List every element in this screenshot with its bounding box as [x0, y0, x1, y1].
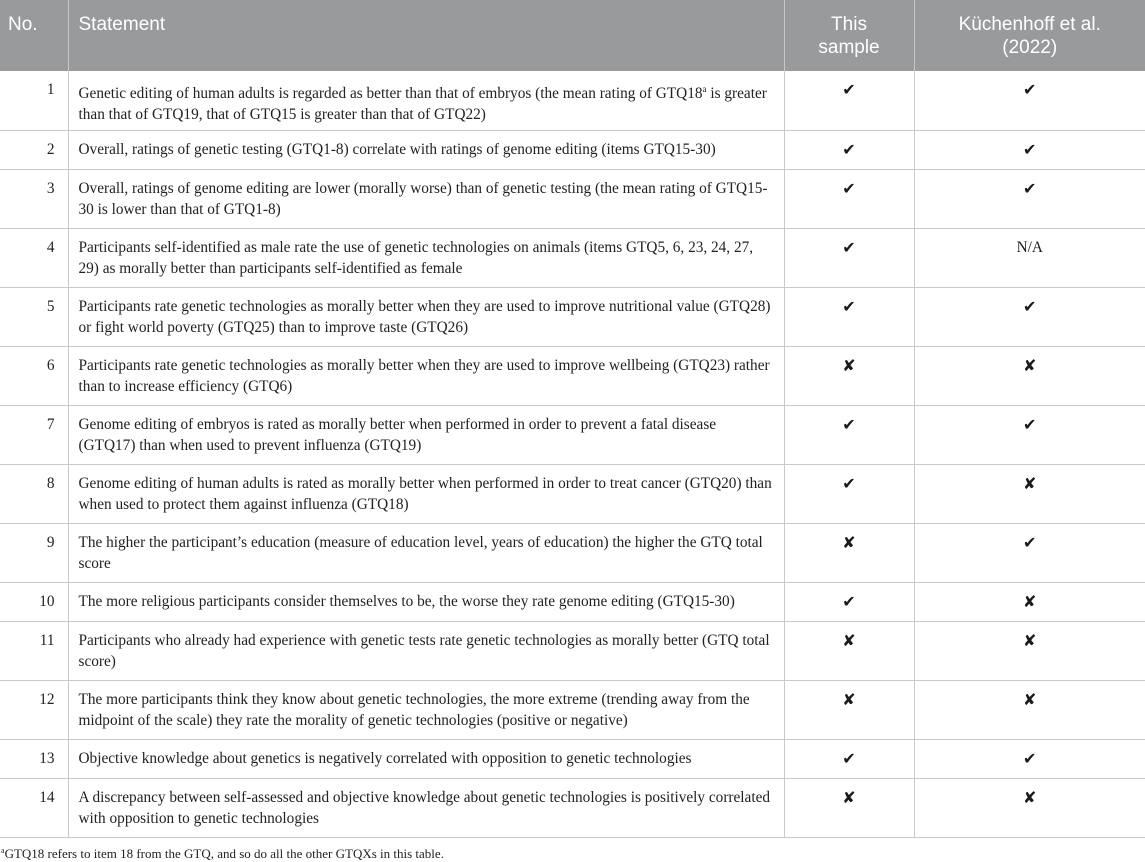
row-statement-text: Genetic editing of human adults is regarded as better than that of embryos (the mean rating of GTQ18 — [78, 85, 703, 102]
row-number: 2 — [0, 130, 68, 169]
row-number: 6 — [0, 346, 68, 405]
this-sample-cross-icon: ✘ — [784, 523, 914, 582]
kuchenhoff-check-icon: ✔ — [914, 523, 1145, 582]
header-this-sample — [784, 0, 914, 71]
row-statement — [68, 71, 784, 130]
row-number: 10 — [0, 582, 68, 621]
this-sample-check-icon: ✔ — [784, 739, 914, 778]
this-sample-check-icon: ✔ — [784, 130, 914, 169]
row-statement-text: is greater than that of GTQ19, that of GTQ15 is greater than that of GTQ22) — [78, 85, 767, 123]
row-number: 12 — [0, 680, 68, 739]
this-sample-cross-icon: ✘ — [784, 346, 914, 405]
header-statement: Statement — [68, 0, 784, 71]
table-row — [0, 680, 1145, 739]
this-sample-check-icon: ✔ — [784, 287, 914, 346]
footnote-text: GTQ18 refers to item 18 from the GTQ, and so do all the other GTQXs in this table. — [4, 846, 444, 861]
this-sample-cross-icon: ✘ — [784, 680, 914, 739]
this-sample-check-icon: ✔ — [784, 71, 914, 130]
kuchenhoff-check-icon: ✔ — [914, 405, 1145, 464]
row-statement: A discrepancy between self-assessed and objective knowledge about genetic technologies is positively correlated with opposition to genetic technologies — [68, 778, 784, 837]
table-row — [0, 778, 1145, 837]
kuchenhoff-cross-icon: ✘ — [914, 680, 1145, 739]
row-statement: The higher the participant’s education (measure of education level, years of education) the higher the GTQ total score — [68, 523, 784, 582]
this-sample-check-icon: ✔ — [784, 582, 914, 621]
footnote-marker: a — [1, 846, 5, 855]
table-row — [0, 130, 1145, 169]
row-statement: The more participants think they know about genetic technologies, the more extreme (trending away from the midpoint of the scale) they rate the morality of genetic technologies (positive or negative) — [68, 680, 784, 739]
row-statement: Objective knowledge about genetics is negatively correlated with opposition to genetic technologies — [68, 739, 784, 778]
row-statement: Genome editing of embryos is rated as morally better when performed in order to prevent a fatal disease (GTQ17) than when used to prevent influenza (GTQ19) — [68, 405, 784, 464]
this-sample-cross-icon: ✘ — [784, 778, 914, 837]
kuchenhoff-cross-icon: ✘ — [914, 778, 1145, 837]
row-statement: The more religious participants consider themselves to be, the worse they rate genome editing (GTQ15-30) — [68, 582, 784, 621]
table-row — [0, 169, 1145, 228]
header-kuchenhoff — [914, 0, 1145, 71]
row-number: 13 — [0, 739, 68, 778]
row-statement: Participants self-identified as male rate the use of genetic technologies on animals (items GTQ5, 6, 23, 24, 27, 29) as morally better than participants self-identified as female — [68, 228, 784, 287]
table-row — [0, 621, 1145, 680]
table-row — [0, 71, 1145, 130]
this-sample-check-icon: ✔ — [784, 228, 914, 287]
kuchenhoff-check-icon: ✔ — [914, 169, 1145, 228]
row-number: 1 — [0, 71, 68, 130]
this-sample-check-icon: ✔ — [784, 405, 914, 464]
footnote-marker: a — [702, 84, 707, 94]
table-row — [0, 582, 1145, 621]
row-statement: Genome editing of human adults is rated as morally better when performed in order to treat cancer (GTQ20) than when used to protect them against influenza (GTQ18) — [68, 464, 784, 523]
row-statement: Participants rate genetic technologies as morally better when they are used to improve wellbeing (GTQ23) rather than to increase efficiency (GTQ6) — [68, 346, 784, 405]
table-row — [0, 739, 1145, 778]
row-number: 4 — [0, 228, 68, 287]
row-number: 5 — [0, 287, 68, 346]
header-no: No. — [0, 0, 68, 71]
table-row — [0, 287, 1145, 346]
table-row — [0, 346, 1145, 405]
row-number: 3 — [0, 169, 68, 228]
row-number: 11 — [0, 621, 68, 680]
kuchenhoff-check-icon: ✔ — [914, 739, 1145, 778]
row-statement: Overall, ratings of genome editing are lower (morally worse) than of genetic testing (the mean rating of GTQ15-30 is lower than that of GTQ1-8) — [68, 169, 784, 228]
kuchenhoff-cross-icon: ✘ — [914, 582, 1145, 621]
header-this-sample-label: This sample — [818, 14, 880, 58]
kuchenhoff-na-value: N/A — [914, 228, 1145, 287]
table-footnote — [1, 843, 444, 862]
kuchenhoff-cross-icon: ✘ — [914, 621, 1145, 680]
kuchenhoff-cross-icon: ✘ — [914, 464, 1145, 523]
row-statement: Participants rate genetic technologies as morally better when they are used to improve nutritional value (GTQ28) or fight world poverty (GTQ25) than to improve taste (GTQ26) — [68, 287, 784, 346]
row-number: 9 — [0, 523, 68, 582]
table-row — [0, 405, 1145, 464]
table-row — [0, 523, 1145, 582]
table-row — [0, 228, 1145, 287]
table-row — [0, 464, 1145, 523]
kuchenhoff-cross-icon: ✘ — [914, 346, 1145, 405]
kuchenhoff-check-icon: ✔ — [914, 71, 1145, 130]
row-statement: Overall, ratings of genetic testing (GTQ1-8) correlate with ratings of genome editing (items GTQ15-30) — [68, 130, 784, 169]
this-sample-check-icon: ✔ — [784, 169, 914, 228]
row-statement: Participants who already had experience with genetic tests rate genetic technologies as morally better (GTQ total score) — [68, 621, 784, 680]
this-sample-cross-icon: ✘ — [784, 621, 914, 680]
header-row — [0, 0, 1145, 71]
row-number: 8 — [0, 464, 68, 523]
kuchenhoff-check-icon: ✔ — [914, 130, 1145, 169]
this-sample-check-icon: ✔ — [784, 464, 914, 523]
row-number: 14 — [0, 778, 68, 837]
header-kuchenhoff-label: Küchenhoff et al. (2022) — [958, 14, 1101, 58]
row-number: 7 — [0, 405, 68, 464]
kuchenhoff-check-icon: ✔ — [914, 287, 1145, 346]
